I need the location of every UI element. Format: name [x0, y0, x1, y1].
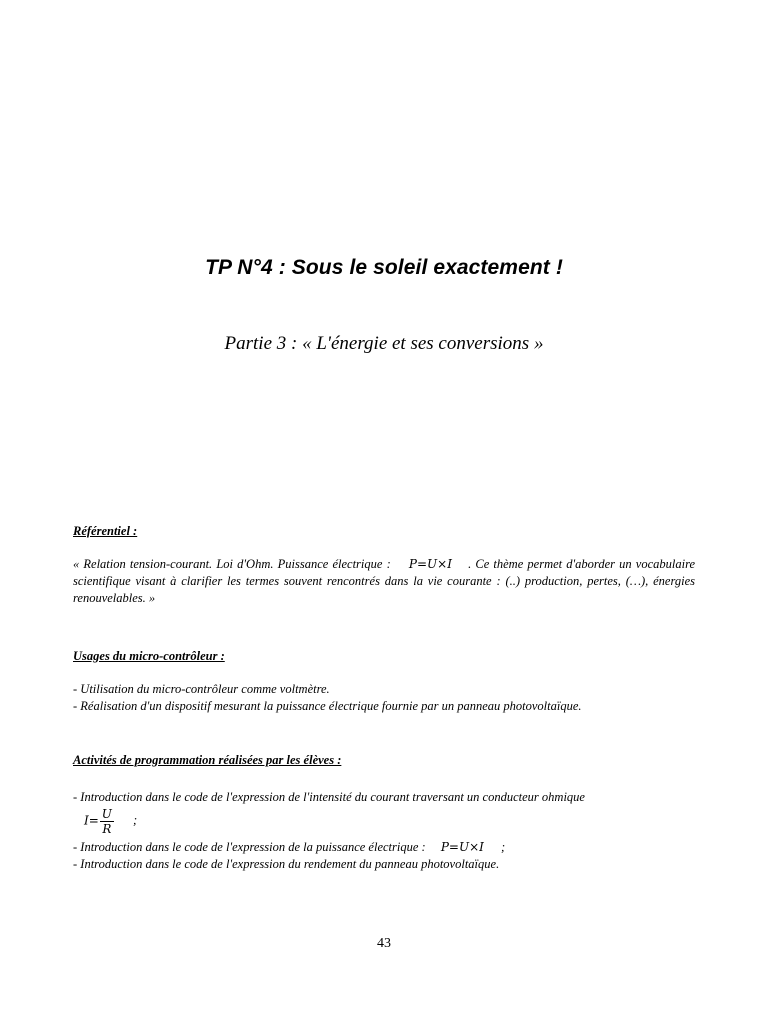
referentiel-text-after: . Ce thème permet d'aborder un vocabulaire scientifique visant à clarifier les termes souvent rencontrés dans la vie courante : (..) production, pertes, (…), énergies renouvelables. »	[73, 557, 696, 605]
current-fraction	[100, 807, 114, 836]
referentiel-section	[73, 523, 695, 607]
current-formula-lhs: I=	[84, 813, 99, 828]
fraction-numerator: U	[101, 807, 112, 821]
activites-heading: Activités de programmation réalisées par les élèves :	[73, 753, 342, 767]
usages-item: - Réalisation d'un dispositif mesurant la puissance électrique fournie par un panneau photovoltaïque.	[73, 699, 582, 713]
activites-item-3: - Introduction dans le code de l'expression du rendement du panneau photovoltaïque.	[73, 857, 500, 871]
usages-section	[73, 648, 695, 715]
activites-item-1: - Introduction dans le code de l'expression de l'intensité du courant traversant un conducteur ohmique	[73, 790, 585, 804]
referentiel-heading: Référentiel :	[73, 524, 138, 538]
fraction-denominator: R	[102, 822, 112, 836]
referentiel-paragraph	[73, 556, 695, 607]
activites-item-2-text: - Introduction dans le code de l'expression de la puissance électrique :	[73, 840, 426, 854]
page-number: 43	[377, 936, 391, 951]
document-subtitle: Partie 3 : « L'énergie et ses conversions »	[224, 333, 544, 354]
activites-section	[73, 752, 695, 873]
document-title: TP N°4 : Sous le soleil exactement !	[205, 256, 563, 279]
power-formula: P=U×I	[408, 557, 452, 571]
current-formula-end: ;	[133, 813, 138, 828]
power-formula-2: P=U×I	[440, 840, 484, 854]
activites-item-2	[73, 839, 695, 856]
current-formula	[84, 807, 695, 839]
activites-item-2-end: ;	[501, 840, 506, 854]
usages-item: - Utilisation du micro-contrôleur comme voltmètre.	[73, 682, 330, 696]
referentiel-text-before: « Relation tension-courant. Loi d'Ohm. Puissance électrique :	[73, 557, 391, 571]
usages-heading: Usages du micro-contrôleur :	[73, 649, 225, 663]
